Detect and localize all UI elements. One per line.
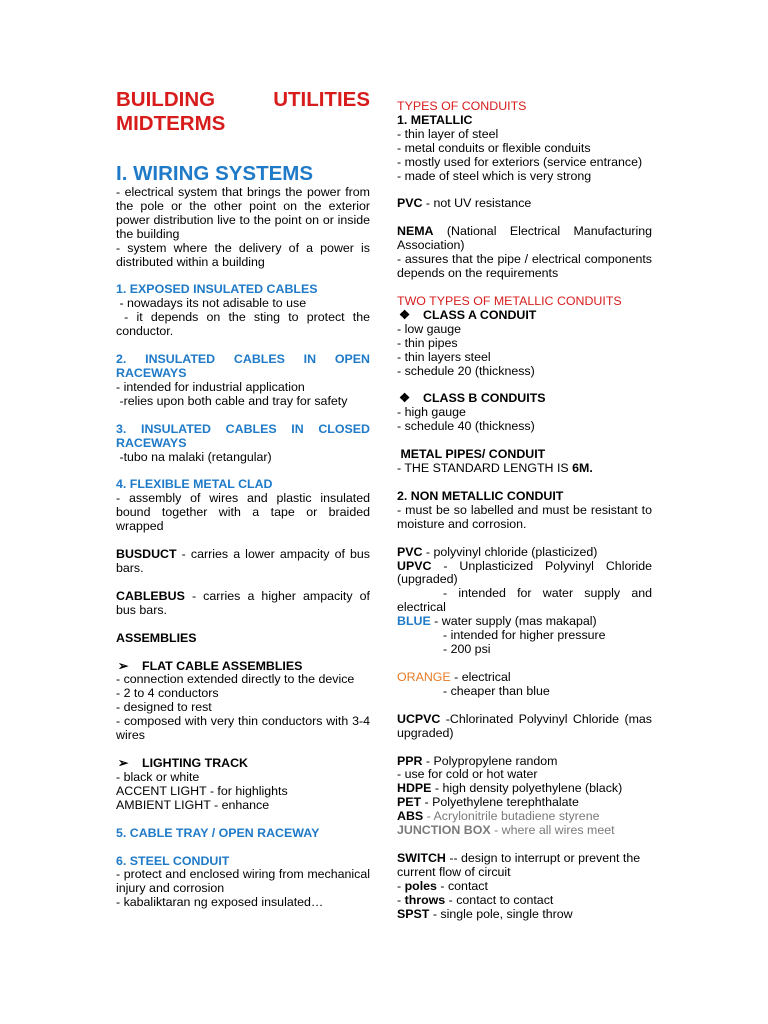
heading-text: CLASS A CONDUIT [423, 307, 537, 322]
definition: - Polyethylene terephthalate [421, 795, 579, 810]
definition: - single pole, single throw [429, 906, 573, 921]
term: BLUE [397, 614, 431, 629]
definition: (National Electrical Manufacturing Association) [397, 224, 652, 253]
list-item: - schedule 40 (thickness) [397, 419, 535, 434]
definition-pvc [397, 197, 652, 211]
definition: - electrical [450, 669, 511, 684]
definition: - not UV resistance [422, 196, 532, 211]
definition: - contact [436, 878, 488, 893]
dash: - [397, 892, 405, 907]
definition: - carries a higher ampacity of bus bars. [116, 588, 370, 617]
subheading-closed-raceways: 3. INSULATED CABLES IN CLOSED RACEWAYS [116, 421, 370, 450]
subheading-cable-tray: 5. CABLE TRAY / OPEN RACEWAY [116, 825, 320, 840]
list-item: - 200 psi [443, 642, 491, 656]
arrow-bullet-icon: ➢ [118, 756, 129, 770]
list-item: - schedule 20 (thickness) [397, 363, 535, 378]
list-item: electrical [397, 600, 446, 615]
list-item: - use for cold or hot water [397, 767, 538, 782]
text: - THE STANDARD LENGTH IS [397, 461, 573, 476]
definition-ppr [397, 755, 652, 769]
list-item: - it depends on the sting to protect the conductor. [116, 310, 374, 339]
term: CABLEBUS [116, 588, 185, 603]
term: SWITCH [397, 850, 446, 865]
list-item: - assembly of wires and plastic insulated bound together with a tape or braided wrapped [116, 491, 370, 534]
definition-orange [397, 671, 652, 685]
definition: - polyvinyl chloride (plasticized) [422, 544, 598, 559]
list-item: - low gauge [397, 321, 462, 336]
term: UPVC [397, 558, 432, 573]
term: PVC [397, 544, 423, 559]
term: ABS [397, 809, 424, 824]
list-item: - black or white [116, 769, 200, 784]
heading-text: LIGHTING TRACK [142, 756, 248, 770]
term: throws [404, 892, 446, 907]
list-item: - 2 to 4 conductors [116, 686, 219, 701]
term: PPR [397, 753, 423, 768]
non-metallic-heading: 2. NON METALLIC CONDUIT [397, 488, 564, 503]
metal-pipes-heading: METAL PIPES/ CONDUIT [397, 447, 546, 462]
definition-cablebus [116, 590, 370, 618]
list-item: - assures that the pipe / electrical components depends on the requirements [397, 252, 652, 281]
definition: - high density polyethylene (black) [431, 781, 623, 796]
list-item: - designed to rest [116, 700, 212, 715]
term: BUSDUCT [116, 547, 177, 562]
definition: - contact to contact [445, 892, 554, 907]
definition-ucpvc [397, 713, 652, 741]
term: JUNCTION BOX [397, 823, 491, 838]
list-item: -tubo na malaki (retangular) [116, 449, 272, 464]
standard-length-line [397, 462, 652, 476]
definition: - Polypropylene random [422, 753, 558, 768]
definition-spst [397, 908, 652, 922]
subheading-steel-conduit: 6. STEEL CONDUIT [116, 853, 230, 868]
lighting-track-heading [116, 757, 370, 771]
assemblies-heading: ASSEMBLIES [116, 630, 197, 645]
definition: -- design to interrupt or prevent the current flow of circuit [397, 850, 641, 879]
definition: - carries a lower ampacity of bus bars. [116, 547, 370, 575]
list-item: - intended for industrial application [116, 379, 305, 394]
definition-pvc2 [397, 546, 652, 560]
definition-abs [397, 810, 652, 824]
definition-blue [397, 615, 652, 629]
definition: -Chlorinated Polyvinyl Chloride (mas upgraded) [397, 711, 652, 740]
definition-upvc [397, 560, 652, 588]
definition-busduct [116, 548, 370, 576]
definition-pet [397, 796, 652, 810]
list-item: - composed with very thin conductors with 3-4 wires [116, 714, 370, 743]
intro-paragraph: - system where the delivery of a power is distributed within a building [116, 240, 370, 269]
term: PVC [397, 196, 423, 211]
term: HDPE [397, 781, 432, 796]
subheading-open-raceways: 2. INSULATED CABLES IN OPEN RACEWAYS [116, 352, 370, 380]
list-item: - protect and enclosed wiring from mechanical injury and corrosion [116, 867, 370, 896]
list-item: - intended for water supply and [443, 586, 652, 601]
term: UCPVC [397, 711, 441, 726]
list-item: - thin layer of steel [397, 126, 499, 141]
definition-poles [397, 880, 652, 894]
heading-text: FLAT CABLE ASSEMBLIES [142, 658, 303, 673]
left-column [116, 0, 374, 910]
definition-switch [397, 852, 652, 880]
list-item: - connection extended directly to the device [116, 672, 355, 687]
list-item: - nowadays its not adisable to use [116, 296, 307, 311]
list-item: - must be so labelled and must be resistant to moisture and corrosion. [397, 502, 652, 531]
definition-hdpe [397, 782, 652, 796]
list-item: - metal conduits or flexible conduits [397, 140, 591, 155]
term: ORANGE [397, 669, 451, 684]
term: poles [404, 878, 437, 893]
diamond-bullet-icon: ❖ [399, 307, 411, 322]
subheading-flexible-metal-clad: 4. FLEXIBLE METAL CLAD [116, 477, 273, 492]
definition-throws [397, 894, 652, 908]
intro-paragraph: - electrical system that brings the power from the pole or the other point on the exterior power distribution live to the point on or inside the building [116, 185, 370, 241]
list-item: ACCENT LIGHT - for highlights [116, 783, 288, 798]
two-types-heading: TWO TYPES OF METALLIC CONDUITS [397, 293, 622, 308]
list-item: -relies upon both cable and tray for safety [116, 393, 348, 408]
section-heading-wiring-systems: I. WIRING SYSTEMS [116, 162, 314, 185]
list-item: - mostly used for exteriors (service entrance) [397, 154, 643, 169]
types-of-conduits-heading: TYPES OF CONDUITS [397, 99, 527, 113]
definition-nema [397, 225, 652, 253]
arrow-bullet-icon: ➢ [118, 658, 129, 673]
list-item: - made of steel which is very strong [397, 168, 592, 183]
definition: - water supply (mas makapal) [430, 614, 597, 629]
document-title-line2: MIDTERMS [116, 112, 226, 135]
metallic-heading: 1. METALLIC [397, 112, 473, 127]
definition: - where all wires meet [490, 823, 615, 838]
subheading-exposed-cables: 1. EXPOSED INSULATED CABLES [116, 282, 318, 297]
definition: - Unplasticized Polyvinyl Chloride (upgraded) [397, 558, 652, 587]
definition-junction-box [397, 824, 652, 838]
list-item: - thin pipes [397, 335, 458, 350]
standard-length-value: 6M. [572, 461, 593, 476]
definition: - Acrylonitrile butadiene styrene [423, 809, 600, 824]
term: SPST [397, 906, 430, 921]
dash: - [397, 878, 405, 893]
list-item: - high gauge [397, 405, 466, 420]
list-item: - cheaper than blue [443, 683, 550, 698]
flat-cable-heading [116, 660, 370, 674]
list-item: AMBIENT LIGHT - enhance [116, 797, 270, 812]
class-a-heading [397, 309, 652, 323]
document-title-line1: BUILDING UTILITIES [116, 88, 370, 111]
term: NEMA [397, 224, 434, 239]
class-b-heading [397, 392, 652, 406]
list-item: - intended for higher pressure [443, 628, 606, 643]
list-item: - thin layers steel [397, 349, 491, 364]
heading-text: CLASS B CONDUITS [423, 391, 546, 406]
term: PET [397, 795, 422, 810]
diamond-bullet-icon: ❖ [399, 391, 411, 406]
list-item: - kabaliktaran ng exposed insulated… [116, 895, 324, 910]
right-column [397, 100, 652, 922]
